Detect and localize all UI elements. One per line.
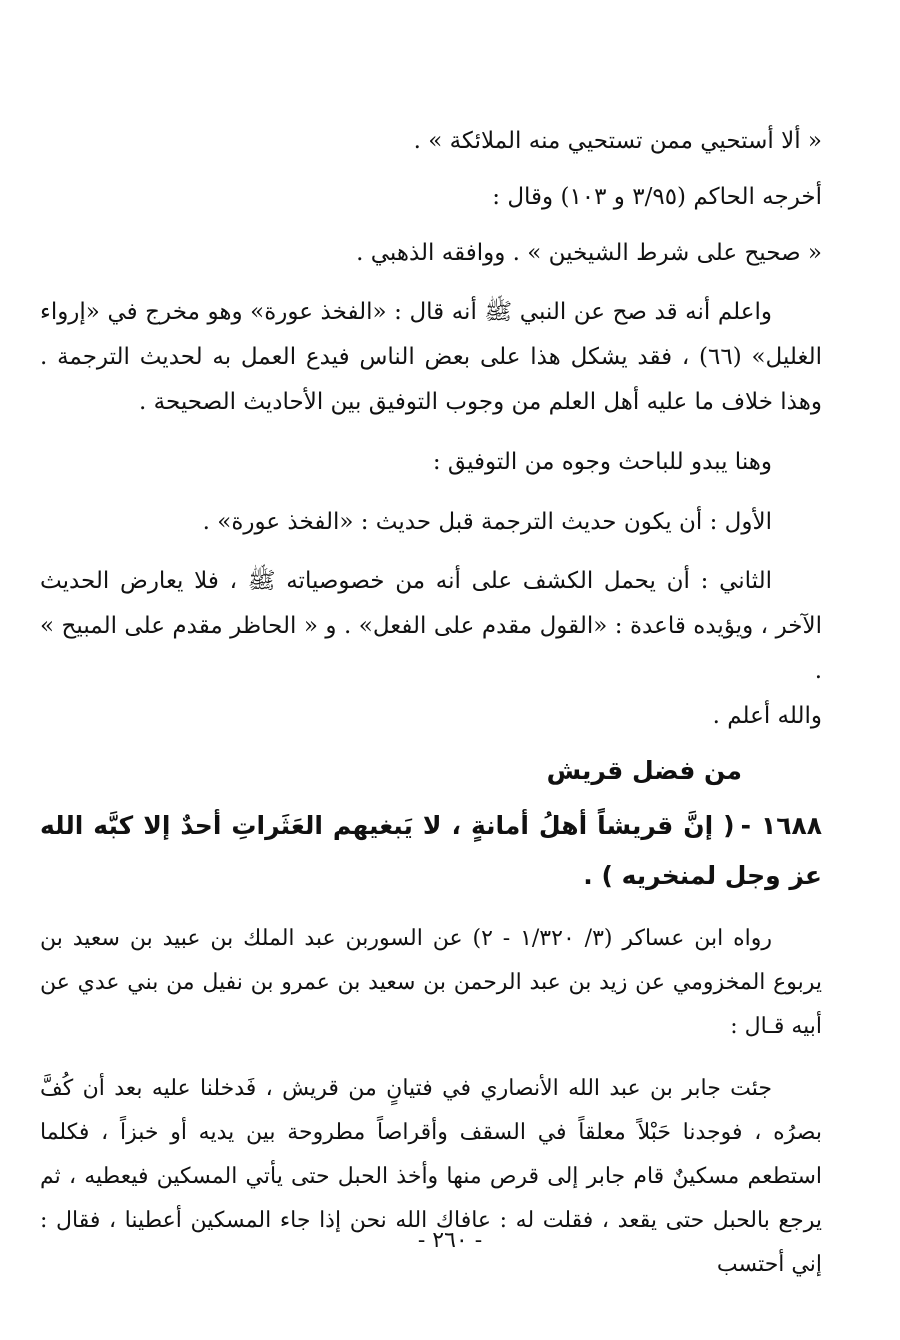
- first-reconciliation: الأول : أن يكون حديث الترجمة قبل حديث : «الفخذ عورة» .: [202, 509, 772, 535]
- hadith-entry: [40, 801, 822, 901]
- quote-paragraph: « ألا أستحيي ممن تستحيي منه الملائكة » .: [413, 128, 822, 154]
- closing-remark: والله أعلم .: [712, 703, 822, 729]
- hadith-number: ١٦٨٨ -: [740, 811, 822, 840]
- page-number: - ٢٦٠ -: [417, 1228, 483, 1253]
- section-title: من فضل قريش: [546, 756, 742, 785]
- narration-paragraph: جئت جابر بن عبد الله الأنصاري في فتيانٍ من قريش ، فَدخلنا عليه بعد أن كُفَّ بصرُه ، فوجدنا حَبْلاً معلقاً في السقف وأقراصاً مطروحة بين يديه أو خبزاً ، فكلما استطعم مسكينٌ قام جابر إلى قرص منها وأخذ الحبل حتى يأتي المسكين فيعطيه ، ثم يرجع بالحبل حتى يقعد ، فقلت له : عافاك الله نحن إذا جاء المسكين أعطينا ، فقال : إني أحتسب: [40, 1076, 822, 1277]
- page-body: [40, 118, 822, 1287]
- source-paragraph: رواه ابن عساكر (٣/ ١/٣٢٠ - ٢) عن السوربن عبد الملك بن عبيد بن سعيد بن يربوع المخزومي عن زيد بن عبد الرحمن بن سعيد بن عمرو بن نفيل من بني عدي عن أبيه قـال :: [40, 926, 822, 1039]
- commentary-paragraph: واعلم أنه قد صح عن النبي ﷺ أنه قال : «الفخذ عورة» وهو مخرج في «إرواء الغليل» (٦٦) ، فقد يشكل هذا على بعض الناس فيدع العمل به لحديث الترجمة . وهذا خلاف ما عليه أهل العلم من وجوب التوفيق بين الأحاديث الصحيحة .: [40, 299, 822, 415]
- second-reconciliation: الثاني : أن يحمل الكشف على أنه من خصوصياته ﷺ ، فلا يعارض الحديث الآخر ، ويؤيده قاعدة : «القول مقدم على الفعل» . و « الحاظر مقدم على المبيح » .: [40, 568, 822, 684]
- grading-paragraph: « صحيح على شرط الشيخين » . ووافقه الذهبي .: [356, 240, 822, 266]
- reconciliation-intro: وهنا يبدو للباحث وجوه من التوفيق :: [432, 449, 772, 475]
- takhrij-paragraph: أخرجه الحاكم (٣/٩٥ و ١٠٣) وقال :: [492, 184, 822, 210]
- hadith-text: ( إنَّ قريشاً أهلُ أمانةٍ ، لا يَبغيهم العَثَراتِ أحدٌ إلا كبَّه الله عز وجل لمنخريه ) .: [40, 811, 822, 890]
